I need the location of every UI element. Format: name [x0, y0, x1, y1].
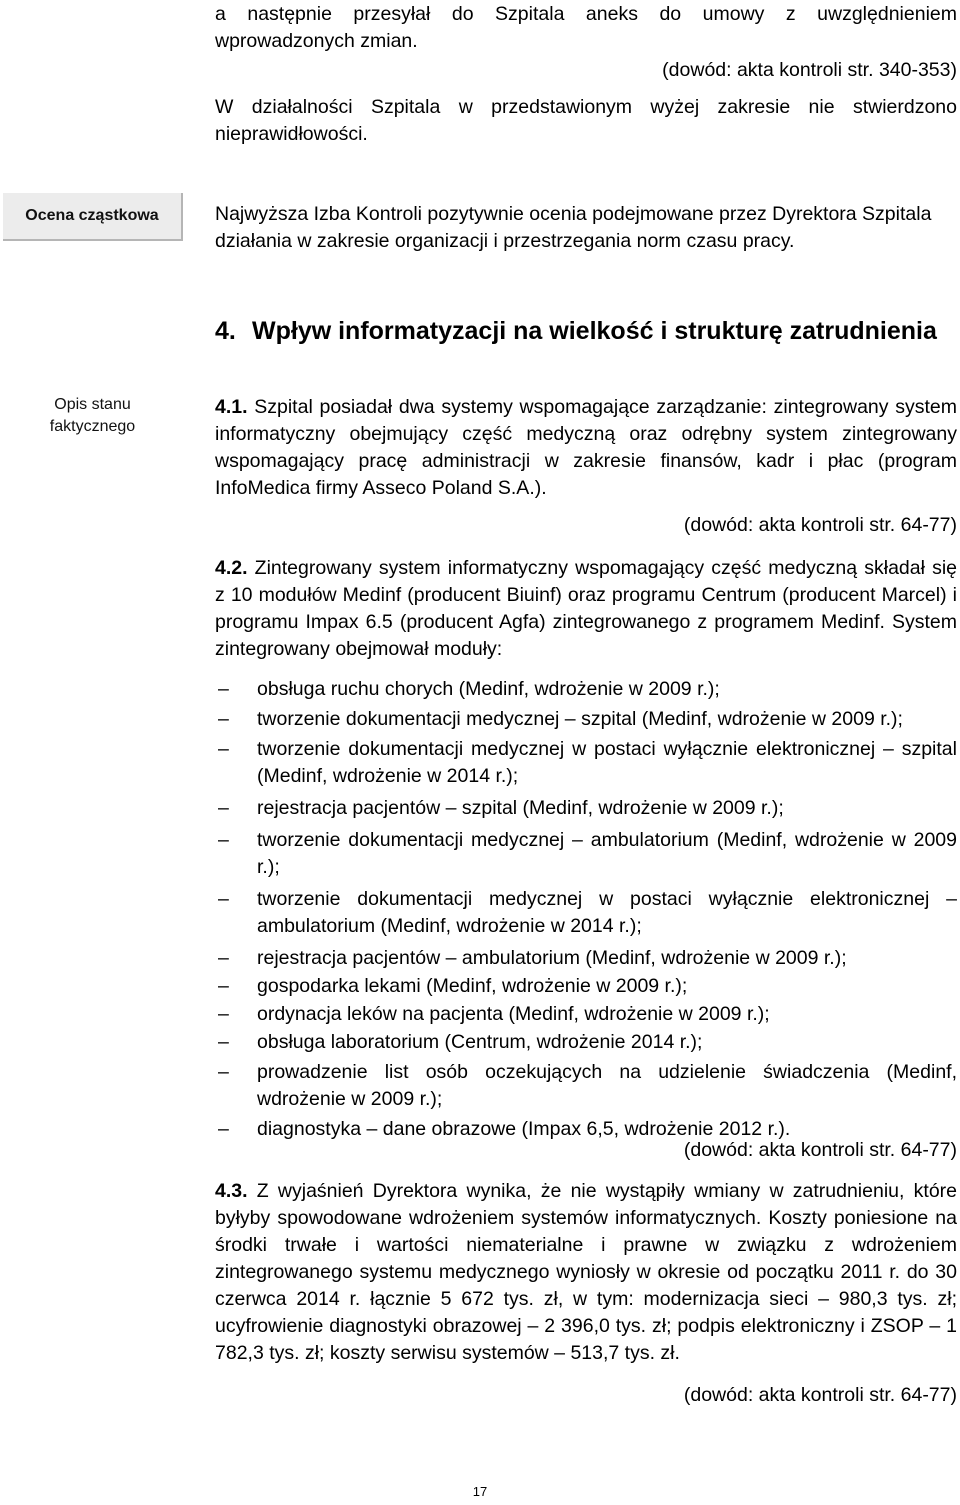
side-label-line2: faktycznego [49, 418, 136, 435]
list-item: – tworzenie dokumentacji medycznej w postaci wyłącznie elektronicznej – szpital (Medinf, wdrożenie w 2014 r.); [218, 738, 957, 787]
paragraph-text: Z wyjaśnień Dyrektora wynika, że nie wystąpiły wmiany w zatrudnieniu, które byłyby spowodowane wdrożeniem systemów informatycznych. Koszty poniesione na środki trwałe i wartości niematerialne i prawne w związku z wdrożeniem zintegrowanego systemu medycznego wyniosły w okresie od początku 2011 r. do 30 czerwca 2014 r. łącznie 5 672 tys. zł, w tym: modernizacja sieci – 980,3 tys. zł; ucyfrowienie diagnostyki obrazowej – 2 396,0 tys. zł; podpis elektroniczny i ZSOP – 1 782,3 tys. zł; koszty serwisu systemów – 513,7 tys. zł. [215, 1180, 958, 1364]
evidence-note: (dowód: akta kontroli str. 340-353) [662, 59, 957, 81]
page-number: 17 [472, 1484, 488, 1499]
intro-paragraph: a następnie przesyłał do Szpitala aneks do umowy z uwzględnieniem wprowadzonych zmian. [215, 3, 957, 52]
list-item: – rejestracja pacjentów – szpital (Medinf, wdrożenie w 2009 r.); [218, 797, 784, 819]
paragraph-text: Zintegrowany system informatyczny wspomagający część medyczną składał się z 10 modułów Medinf (producent Biuinf) oraz programu Centrum (producent Marcel) i programu Impax 6.5 (producent Agfa) zintegrowanego z programem Medinf. System zintegrowany obejmował moduły: [215, 557, 957, 660]
list-item: – prowadzenie list osób oczekujących na udzielenie świadczenia (Medinf, wdrożenie w 2009 r.); [218, 1061, 957, 1110]
paragraph-4-1 [215, 394, 957, 502]
list-item: – tworzenie dokumentacji medycznej – szpital (Medinf, wdrożenie w 2009 r.); [218, 708, 903, 730]
paragraph-number: 4.3. [215, 1180, 248, 1202]
partial-assessment-label-box [3, 193, 183, 241]
paragraph-text: Szpital posiadał dwa systemy wspomagające zarządzanie: zintegrowany system informatyczny obejmujący część medyczną oraz odrębny system zintegrowany wspomagający pracę administracji w zakresie finansów, kadr i płac (program InfoMedica firmy Asseco Poland S.A.). [215, 396, 957, 499]
list-item: – ordynacja leków na pacjenta (Medinf, wdrożenie w 2009 r.); [218, 1003, 770, 1025]
partial-assessment-text: Najwyższa Izba Kontroli pozytywnie ocenia podejmowane przez Dyrektora Szpitala działania w zakresie organizacji i przestrzegania norm czasu pracy. [215, 203, 932, 252]
paragraph-4-2 [215, 555, 957, 663]
side-label [0, 394, 185, 438]
paragraph-number: 4.1. [215, 396, 248, 418]
evidence-note: (dowód: akta kontroli str. 64-77) [683, 514, 957, 536]
list-item: – diagnostyka – dane obrazowe (Impax 6,5, wdrożenie 2012 r.). [218, 1118, 791, 1140]
list-item: – tworzenie dokumentacji medycznej – ambulatorium (Medinf, wdrożenie w 2009 r.); [218, 829, 957, 878]
evidence-note: (dowód: akta kontroli str. 64-77) [683, 1139, 957, 1161]
section-number: 4. [215, 317, 236, 345]
finding-paragraph: W działalności Szpitala w przedstawionym wyżej zakresie nie stwierdzono nieprawidłowości. [215, 96, 957, 145]
side-label-line1: Opis stanu [54, 396, 131, 413]
evidence-note: (dowód: akta kontroli str. 64-77) [683, 1384, 957, 1406]
list-item: – obsługa laboratorium (Centrum, wdrożenie 2014 r.); [218, 1031, 703, 1053]
paragraph-4-3 [215, 1178, 957, 1367]
paragraph-number: 4.2. [215, 557, 248, 579]
list-item: – rejestracja pacjentów – ambulatorium (Medinf, wdrożenie w 2009 r.); [218, 947, 847, 969]
modules-list [215, 676, 957, 1143]
section-heading [215, 314, 957, 349]
partial-assessment-label: Ocena cząstkowa [25, 207, 159, 224]
list-item: – tworzenie dokumentacji medycznej w postaci wyłącznie elektronicznej – ambulatorium (Medinf, wdrożenie w 2014 r.); [218, 888, 957, 937]
list-item: – obsługa ruchu chorych (Medinf, wdrożenie w 2009 r.); [218, 678, 720, 700]
section-title: Wpływ informatyzacji na wielkość i strukturę zatrudnienia [252, 317, 937, 345]
list-item: – gospodarka lekami (Medinf, wdrożenie w 2009 r.); [218, 975, 688, 997]
